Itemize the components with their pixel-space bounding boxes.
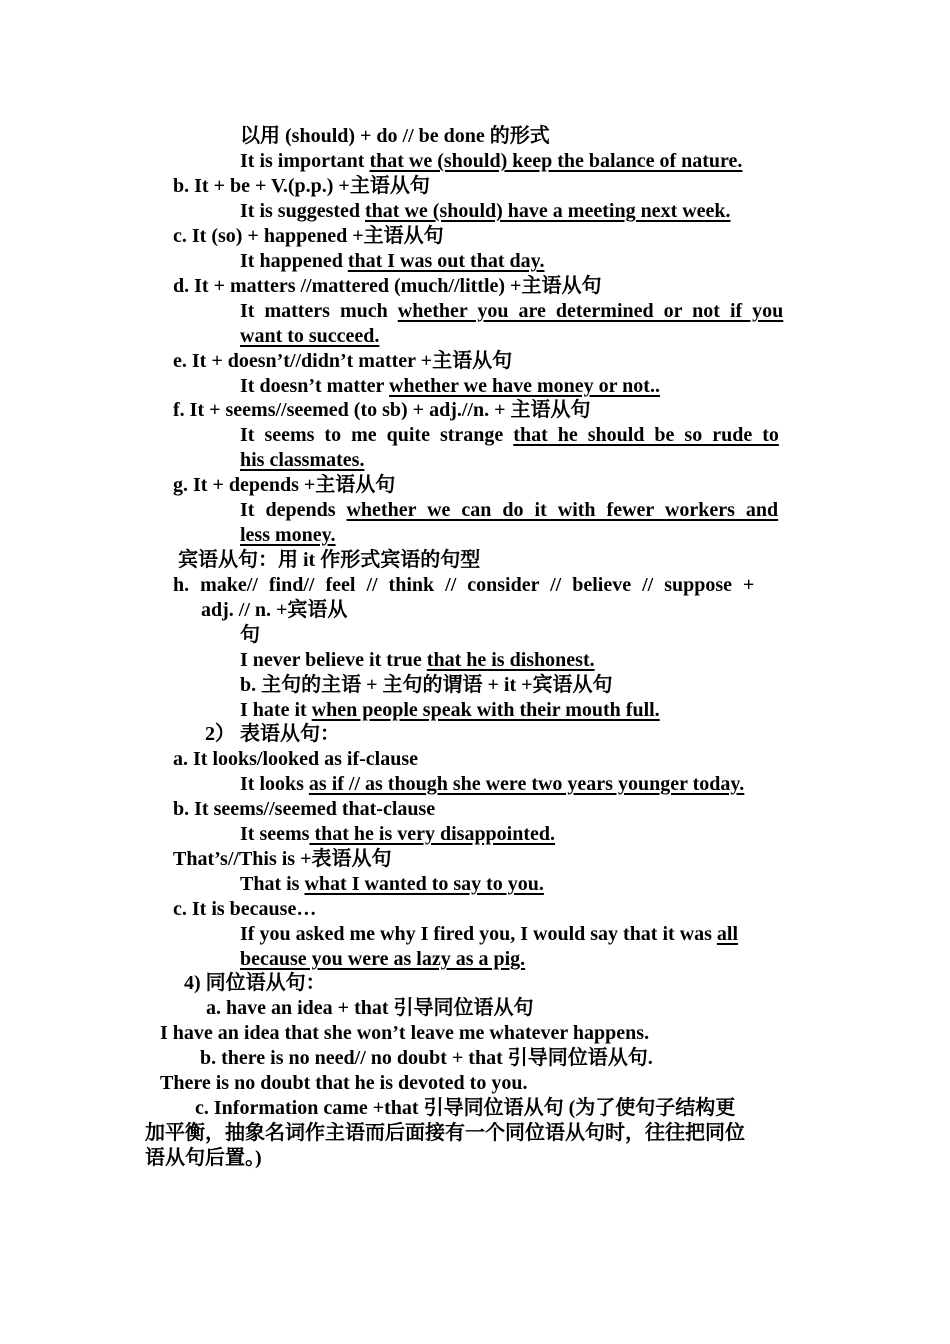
underlined-clause: that we (should) keep the balance of nature. [369, 150, 743, 172]
pattern-heading: b. It + be + V.(p.p.) +主语从句 [173, 175, 430, 197]
underlined-clause: whether you are determined or not if you [397, 300, 784, 322]
underlined-clause: that he is dishonest. [426, 649, 595, 671]
underlined-clause: what I wanted to say to you. [304, 873, 544, 895]
sentence-lead: It doesn’t matter [240, 375, 390, 397]
sentence-lead: It seems [240, 823, 310, 845]
underlined-clause: that we (should) have a meeting next week. [365, 200, 731, 222]
pattern-heading: b. It seems//seemed that-clause [173, 798, 436, 820]
pattern-heading-cont: adj. // n. +宾语从 [201, 599, 348, 621]
underlined-clause: all [716, 923, 739, 945]
example-sentence [240, 922, 738, 947]
example-sentence [240, 374, 660, 399]
underlined-clause: that I was out that day. [347, 250, 545, 272]
underlined-clause: as if // as though she were two years younger today. [308, 773, 745, 795]
example-sentence [240, 698, 660, 723]
sentence-lead: It is important [240, 150, 370, 172]
pattern-heading: a. have an idea + that 引导同位语从句 [206, 997, 534, 1019]
text-line: 以用 (should) + do // be done 的形式 [240, 125, 550, 147]
section-heading: 宾语从句：用 it 作形式宾语的句型 [178, 549, 481, 571]
sentence-lead: It matters much [240, 300, 398, 322]
example-sentence [240, 822, 555, 847]
pattern-heading: b. 主句的主语 + 主句的谓语 + it +宾语从句 [240, 674, 613, 696]
underlined-clause: when people speak with their mouth full. [311, 699, 660, 721]
underlined-clause: that he should be so rude to [513, 424, 779, 446]
underlined-clause: whether we can do it with fewer workers and [346, 499, 779, 521]
sentence-lead: It looks [240, 773, 309, 795]
sentence-lead: If you asked me why I fired you, I would say that it was [240, 923, 717, 945]
pattern-heading: That’s//This is +表语从句 [173, 848, 392, 870]
underlined-clause: want to succeed. [240, 325, 380, 347]
example-sentence [240, 648, 595, 673]
sentence-lead: That is [240, 873, 305, 895]
pattern-heading: a. It looks/looked as if-clause [173, 748, 419, 770]
pattern-heading: g. It + depends +主语从句 [173, 474, 396, 496]
pattern-heading: c. It is because… [173, 898, 317, 920]
pattern-heading: h. make// find// feel // think // consider // believe // suppose + [173, 574, 755, 596]
pattern-heading: c. Information came +that 引导同位语从句 (为了使句子结构更 [195, 1097, 736, 1119]
example-sentence [240, 772, 744, 797]
pattern-heading: c. It (so) + happened +主语从句 [173, 225, 444, 247]
sentence-lead: It happened [240, 250, 348, 272]
example-sentence [240, 149, 742, 174]
underlined-clause: because you were as lazy as a pig. [240, 948, 526, 970]
sentence-lead: I hate it [240, 699, 312, 721]
underlined-clause: whether we have money or not.. [389, 375, 660, 397]
pattern-heading: b. there is no need// no doubt + that 引导同位语从句. [200, 1047, 653, 1069]
sentence-lead: It seems to me quite strange [240, 424, 514, 446]
example-sentence [240, 299, 783, 324]
underlined-clause: less money. [240, 524, 336, 546]
pattern-heading: f. It + seems//seemed (to sb) + adj.//n. + 主语从句 [173, 399, 591, 421]
pattern-heading-cont: 句 [240, 624, 260, 646]
example-sentence [240, 872, 544, 897]
underlined-clause: that he is very disappointed. [309, 823, 556, 845]
pattern-heading: d. It + matters //mattered (much//little) +主语从句 [173, 275, 602, 297]
example-sentence [240, 498, 778, 523]
sentence-lead: It is suggested [240, 200, 366, 222]
example-sentence [240, 423, 779, 448]
underlined-clause: his classmates. [240, 449, 365, 471]
example-sentence: I have an idea that she won’t leave me whatever happens. [160, 1022, 650, 1044]
example-sentence [240, 249, 545, 274]
section-heading: 4) 同位语从句： [184, 972, 326, 994]
explanation-text: 语从句后置。) [145, 1147, 262, 1169]
sentence-lead: I never believe it true [240, 649, 427, 671]
example-sentence [240, 199, 731, 224]
pattern-heading: e. It + doesn’t//didn’t matter +主语从句 [173, 350, 513, 372]
sentence-lead: It depends [240, 499, 347, 521]
section-heading: 2） 表语从句： [205, 723, 340, 745]
example-sentence: There is no doubt that he is devoted to you. [160, 1072, 528, 1094]
explanation-text: 加平衡，抽象名词作主语而后面接有一个同位语从句时，往往把同位 [145, 1122, 745, 1144]
